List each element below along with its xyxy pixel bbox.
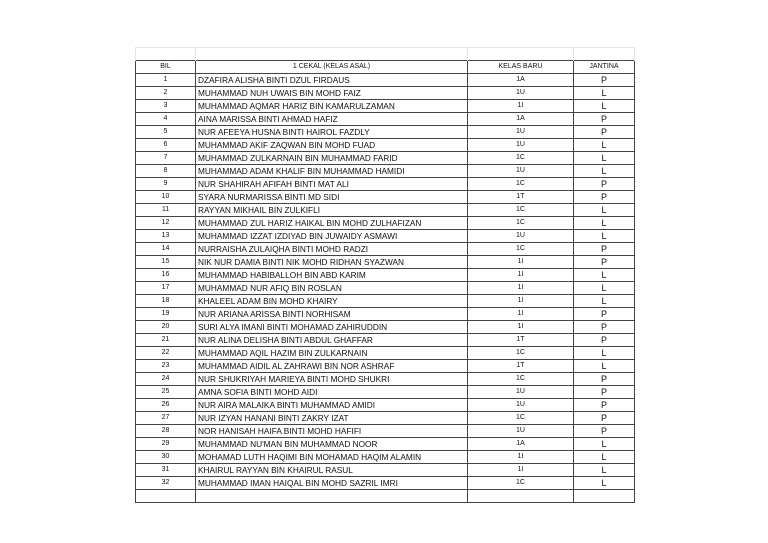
jantina-cell: L <box>574 164 635 177</box>
table-row <box>136 203 635 216</box>
table-row <box>136 86 635 99</box>
kelas-baru-cell: 1U <box>468 86 574 99</box>
empty-cell <box>468 48 574 61</box>
bil-cell: 31 <box>136 463 196 476</box>
jantina-cell: L <box>574 229 635 242</box>
jantina-cell: L <box>574 203 635 216</box>
kelas-baru-cell: 1I <box>468 294 574 307</box>
name-cell: NIK NUR DAMIA BINTI NIK MOHD RIDHAN SYAZWAN <box>196 255 468 268</box>
name-cell: NUR SHUKRIYAH MARIEYA BINTI MOHD SHUKRI <box>196 372 468 385</box>
header-bil: BIL <box>136 60 196 73</box>
kelas-baru-cell: 1I <box>468 307 574 320</box>
bil-cell: 25 <box>136 385 196 398</box>
jantina-cell: P <box>574 112 635 125</box>
name-cell: MUHAMMAD ZULKARNAIN BIN MUHAMMAD FARID <box>196 151 468 164</box>
bil-cell: 24 <box>136 372 196 385</box>
table-row <box>136 359 635 372</box>
bil-cell: 26 <box>136 398 196 411</box>
table-row <box>136 151 635 164</box>
bil-cell: 12 <box>136 216 196 229</box>
kelas-baru-cell: 1I <box>468 463 574 476</box>
bil-cell: 21 <box>136 333 196 346</box>
name-cell: AINA MARISSA BINTI AHMAD HAFIZ <box>196 112 468 125</box>
name-cell: MUHAMMAD NUR AFIQ BIN ROSLAN <box>196 281 468 294</box>
kelas-baru-cell: 1T <box>468 333 574 346</box>
empty-row <box>136 489 635 502</box>
bil-cell: 15 <box>136 255 196 268</box>
jantina-cell: P <box>574 177 635 190</box>
name-cell: DZAFIRA ALISHA BINTI DZUL FIRDAUS <box>196 73 468 86</box>
kelas-baru-cell: 1I <box>468 255 574 268</box>
name-cell: KHAIRUL RAYYAN BIN KHAIRUL RASUL <box>196 463 468 476</box>
bil-cell: 9 <box>136 177 196 190</box>
empty-cell <box>136 489 196 502</box>
bil-cell: 1 <box>136 73 196 86</box>
bil-cell: 23 <box>136 359 196 372</box>
header-jantina: JANTINA <box>574 60 635 73</box>
jantina-cell: P <box>574 411 635 424</box>
bil-cell: 3 <box>136 99 196 112</box>
jantina-cell: L <box>574 216 635 229</box>
name-cell: MUHAMMAD IMAN HAIQAL BIN MOHD SAZRIL IMRI <box>196 476 468 489</box>
table-row <box>136 255 635 268</box>
table-row <box>136 177 635 190</box>
bil-cell: 5 <box>136 125 196 138</box>
name-cell: MUHAMMAD HABIBALLOH BIN ABD KARIM <box>196 268 468 281</box>
jantina-cell: P <box>574 333 635 346</box>
jantina-cell: P <box>574 398 635 411</box>
empty-cell <box>196 48 468 61</box>
name-cell: NUR ALINA DELISHA BINTI ABDUL GHAFFAR <box>196 333 468 346</box>
table-row <box>136 385 635 398</box>
table-row <box>136 281 635 294</box>
name-cell: MUHAMMAD AQIL HAZIM BIN ZULKARNAIN <box>196 346 468 359</box>
name-cell: NUR AFEEYA HUSNA BINTI HAIROL FAZDLY <box>196 125 468 138</box>
name-cell: NUR AIRA MALAIKA BINTI MUHAMMAD AMIDI <box>196 398 468 411</box>
bil-cell: 4 <box>136 112 196 125</box>
table-row <box>136 268 635 281</box>
name-cell: MUHAMMAD NU'MAN BIN MUHAMMAD NOOR <box>196 437 468 450</box>
empty-cell <box>136 48 196 61</box>
name-cell: SURI ALYA IMANI BINTI MOHAMAD ZAHIRUDDIN <box>196 320 468 333</box>
header-class-name: 1 CEKAL (KELAS ASAL) <box>196 60 468 73</box>
table-row <box>136 216 635 229</box>
table-row <box>136 333 635 346</box>
table-row <box>136 99 635 112</box>
table-row <box>136 450 635 463</box>
jantina-cell: L <box>574 99 635 112</box>
bil-cell: 6 <box>136 138 196 151</box>
table-row <box>136 372 635 385</box>
kelas-baru-cell: 1U <box>468 138 574 151</box>
bil-cell: 22 <box>136 346 196 359</box>
kelas-baru-cell: 1U <box>468 164 574 177</box>
name-cell: MUHAMMAD AIDIL AL ZAHRAWI BIN NOR ASHRAF <box>196 359 468 372</box>
jantina-cell: L <box>574 437 635 450</box>
table-row <box>136 242 635 255</box>
empty-cell <box>574 489 635 502</box>
empty-cell <box>468 489 574 502</box>
table-row <box>136 411 635 424</box>
jantina-cell: P <box>574 320 635 333</box>
kelas-baru-cell: 1I <box>468 450 574 463</box>
table-row <box>136 398 635 411</box>
kelas-baru-cell: 1C <box>468 411 574 424</box>
jantina-cell: L <box>574 138 635 151</box>
jantina-cell: L <box>574 359 635 372</box>
jantina-cell: L <box>574 86 635 99</box>
kelas-baru-cell: 1C <box>468 216 574 229</box>
name-cell: MUHAMMAD AKIF ZAQWAN BIN MOHD FUAD <box>196 138 468 151</box>
bil-cell: 13 <box>136 229 196 242</box>
jantina-cell: L <box>574 463 635 476</box>
bil-cell: 32 <box>136 476 196 489</box>
name-cell: MUHAMMAD AQMAR HARIZ BIN KAMARULZAMAN <box>196 99 468 112</box>
jantina-cell: P <box>574 242 635 255</box>
jantina-cell: L <box>574 346 635 359</box>
table-row <box>136 138 635 151</box>
name-cell: NOR HANISAH HAIFA BINTI MOHD HAFIFI <box>196 424 468 437</box>
table-row <box>136 307 635 320</box>
kelas-baru-cell: 1A <box>468 112 574 125</box>
table-row <box>136 190 635 203</box>
blank-row <box>136 48 635 61</box>
kelas-baru-cell: 1U <box>468 398 574 411</box>
header-row <box>136 60 635 73</box>
name-cell: MUHAMMAD IZZAT IZDIYAD BIN JUWAIDY ASMAWI <box>196 229 468 242</box>
bil-cell: 7 <box>136 151 196 164</box>
empty-cell <box>196 489 468 502</box>
kelas-baru-cell: 1T <box>468 190 574 203</box>
jantina-cell: P <box>574 73 635 86</box>
name-cell: MUHAMMAD NUH UWAIS BIN MOHD FAIZ <box>196 86 468 99</box>
bil-cell: 14 <box>136 242 196 255</box>
table-row <box>136 437 635 450</box>
jantina-cell: P <box>574 424 635 437</box>
kelas-baru-cell: 1I <box>468 99 574 112</box>
bil-cell: 8 <box>136 164 196 177</box>
bil-cell: 16 <box>136 268 196 281</box>
kelas-baru-cell: 1C <box>468 242 574 255</box>
kelas-baru-cell: 1C <box>468 346 574 359</box>
jantina-cell: P <box>574 125 635 138</box>
jantina-cell: P <box>574 385 635 398</box>
table-row <box>136 320 635 333</box>
bil-cell: 11 <box>136 203 196 216</box>
bil-cell: 29 <box>136 437 196 450</box>
name-cell: SYARA NURMARISSA BINTI MD SIDI <box>196 190 468 203</box>
jantina-cell: L <box>574 151 635 164</box>
kelas-baru-cell: 1C <box>468 203 574 216</box>
jantina-cell: P <box>574 307 635 320</box>
name-cell: KHALEEL ADAM BIN MOHD KHAIRY <box>196 294 468 307</box>
jantina-cell: L <box>574 294 635 307</box>
class-list-table <box>135 47 635 503</box>
name-cell: MUHAMMAD ZUL HARIZ HAIKAL BIN MOHD ZULHAFIZAN <box>196 216 468 229</box>
bil-cell: 28 <box>136 424 196 437</box>
table-row <box>136 424 635 437</box>
kelas-baru-cell: 1I <box>468 268 574 281</box>
kelas-baru-cell: 1U <box>468 229 574 242</box>
table-row <box>136 112 635 125</box>
table-row <box>136 73 635 86</box>
jantina-cell: L <box>574 281 635 294</box>
jantina-cell: P <box>574 255 635 268</box>
header-kelas-baru: KELAS BARU <box>468 60 574 73</box>
table-row <box>136 294 635 307</box>
bil-cell: 27 <box>136 411 196 424</box>
name-cell: AMNA SOFIA BINTI MOHD AIDI <box>196 385 468 398</box>
empty-cell <box>574 48 635 61</box>
kelas-baru-cell: 1I <box>468 320 574 333</box>
table-row <box>136 346 635 359</box>
name-cell: NURRAISHA ZULAIQHA BINTI MOHD RADZI <box>196 242 468 255</box>
table-row <box>136 463 635 476</box>
name-cell: MUHAMMAD ADAM KHALIF BIN MUHAMMAD HAMIDI <box>196 164 468 177</box>
bil-cell: 19 <box>136 307 196 320</box>
name-cell: NUR SHAHIRAH AFIFAH BINTI MAT ALI <box>196 177 468 190</box>
kelas-baru-cell: 1A <box>468 437 574 450</box>
kelas-baru-cell: 1C <box>468 372 574 385</box>
table-row <box>136 164 635 177</box>
table-row <box>136 229 635 242</box>
kelas-baru-cell: 1T <box>468 359 574 372</box>
bil-cell: 10 <box>136 190 196 203</box>
kelas-baru-cell: 1C <box>468 177 574 190</box>
jantina-cell: P <box>574 372 635 385</box>
name-cell: RAYYAN MIKHAIL BIN ZULKIFLI <box>196 203 468 216</box>
bil-cell: 17 <box>136 281 196 294</box>
kelas-baru-cell: 1U <box>468 125 574 138</box>
bil-cell: 18 <box>136 294 196 307</box>
kelas-baru-cell: 1A <box>468 73 574 86</box>
jantina-cell: L <box>574 268 635 281</box>
table-row <box>136 125 635 138</box>
kelas-baru-cell: 1C <box>468 151 574 164</box>
jantina-cell: L <box>574 450 635 463</box>
kelas-baru-cell: 1U <box>468 385 574 398</box>
table-row <box>136 476 635 489</box>
bil-cell: 2 <box>136 86 196 99</box>
jantina-cell: L <box>574 476 635 489</box>
kelas-baru-cell: 1I <box>468 281 574 294</box>
kelas-baru-cell: 1U <box>468 424 574 437</box>
name-cell: NUR ARIANA ARISSA BINTI NORHISAM <box>196 307 468 320</box>
bil-cell: 30 <box>136 450 196 463</box>
name-cell: MOHAMAD LUTH HAQIMI BIN MOHAMAD HAQIM ALAMIN <box>196 450 468 463</box>
name-cell: NUR IZYAN HANANI BINTI ZAKRY IZAT <box>196 411 468 424</box>
kelas-baru-cell: 1C <box>468 476 574 489</box>
jantina-cell: P <box>574 190 635 203</box>
bil-cell: 20 <box>136 320 196 333</box>
